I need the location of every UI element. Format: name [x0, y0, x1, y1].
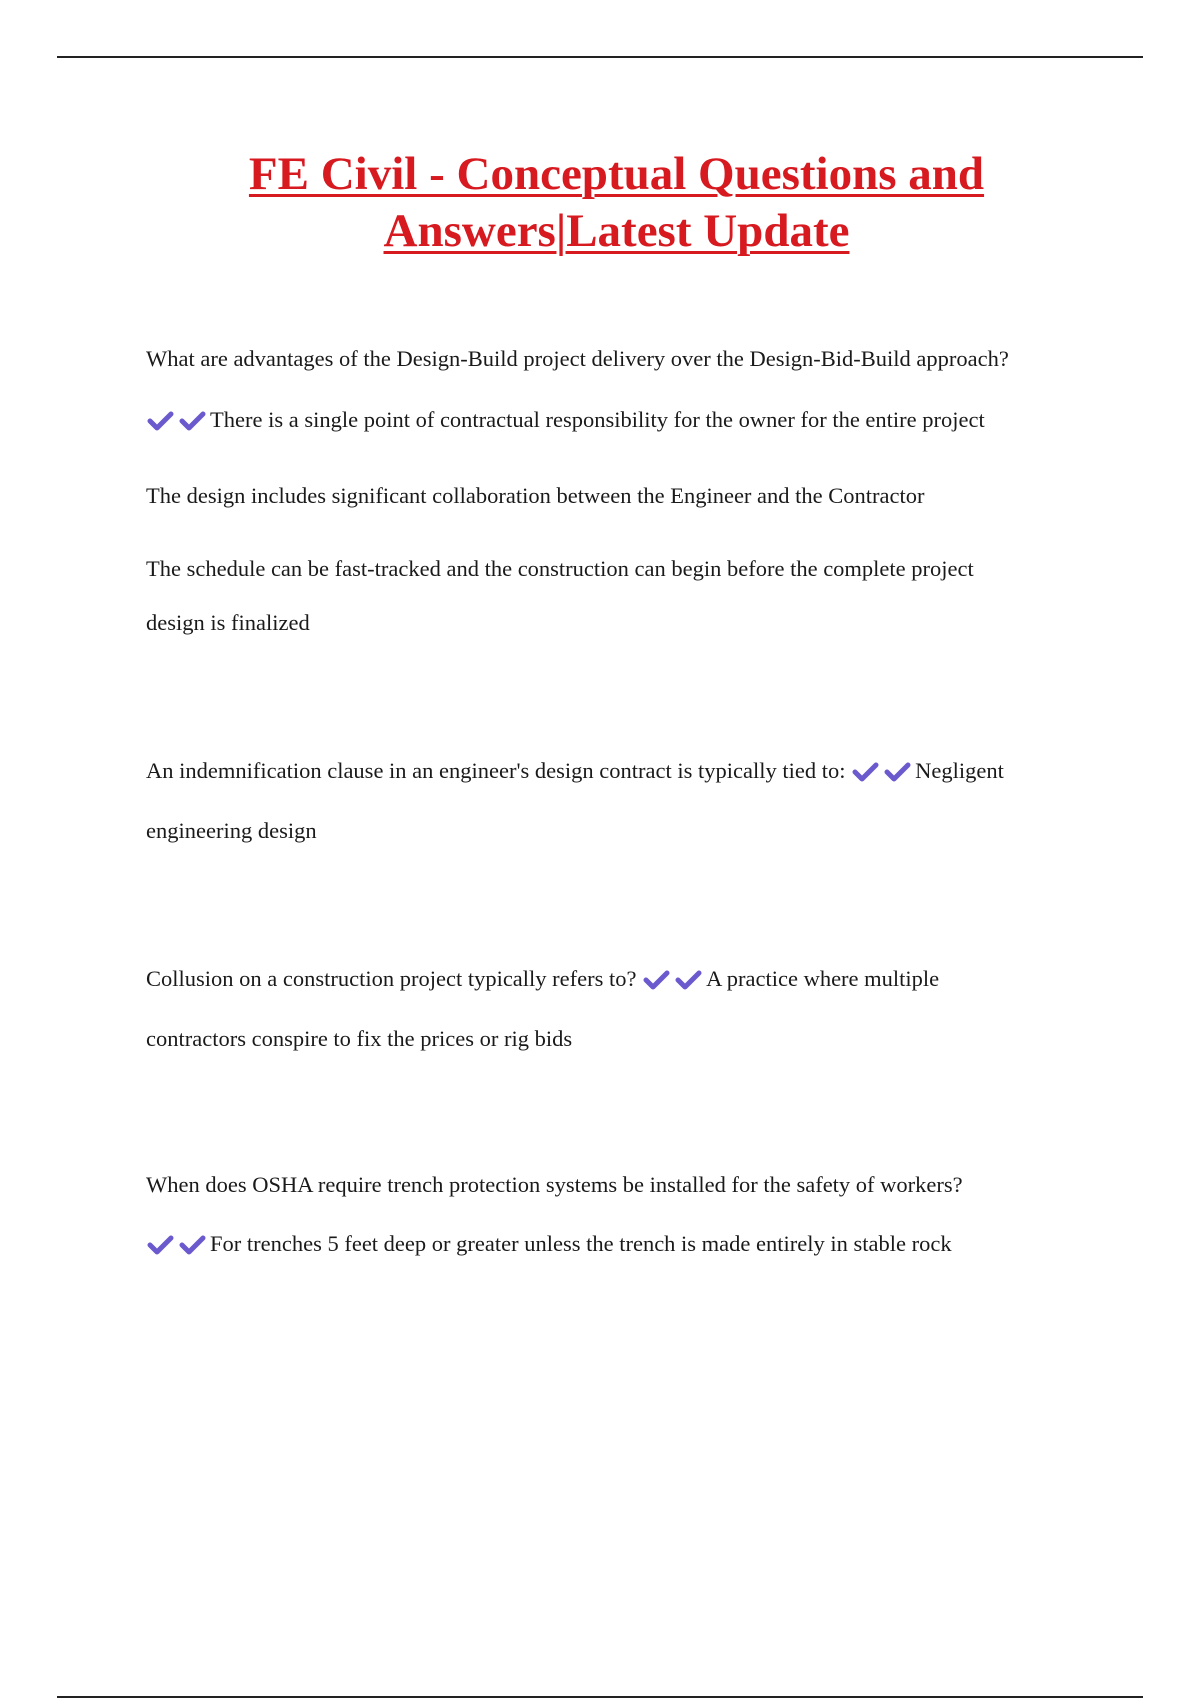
answer-text: For trenches 5 feet deep or greater unless the trench is made entirely in stable rock [210, 1231, 952, 1256]
answer-1-line-3: The schedule can be fast-tracked and the construction can begin before the complete project [146, 556, 974, 581]
top-rule [57, 56, 1143, 58]
question-2-line-1 [146, 756, 1086, 786]
question-1: What are advantages of the Design-Build project delivery over the Design-Bid-Build approach? [146, 346, 1009, 371]
answer-2-line-2: engineering design [146, 818, 317, 843]
document-title [120, 146, 1113, 260]
answer-3-line-2: contractors conspire to fix the prices or rig bids [146, 1026, 573, 1051]
question-3-line-1 [146, 964, 1086, 994]
answer-text: A practice where multiple [706, 966, 940, 991]
double-check-icon [851, 760, 915, 782]
question-4: When does OSHA require trench protection systems be installed for the safety of workers? [146, 1172, 963, 1197]
question-text: An indemnification clause in an engineer's design contract is typically tied to: [146, 758, 846, 783]
title-line-1: FE Civil - Conceptual Questions and [248, 148, 985, 200]
answer-1-line-1 [146, 405, 1086, 435]
answer-text: There is a single point of contractual responsibility for the owner for the entire project [210, 407, 985, 432]
answer-text: Negligent [915, 758, 1004, 783]
title-line-2: Answers|Latest Update [383, 205, 850, 257]
answer-1-line-4: design is finalized [146, 610, 310, 635]
answer-1-line-2: The design includes significant collaboration between the Engineer and the Contractor [146, 483, 925, 508]
bottom-rule [57, 1696, 1143, 1698]
double-check-icon [146, 1233, 210, 1255]
answer-4-line-1 [146, 1229, 1086, 1259]
double-check-icon [146, 409, 210, 431]
double-check-icon [642, 968, 706, 990]
question-text: Collusion on a construction project typically refers to? [146, 966, 637, 991]
